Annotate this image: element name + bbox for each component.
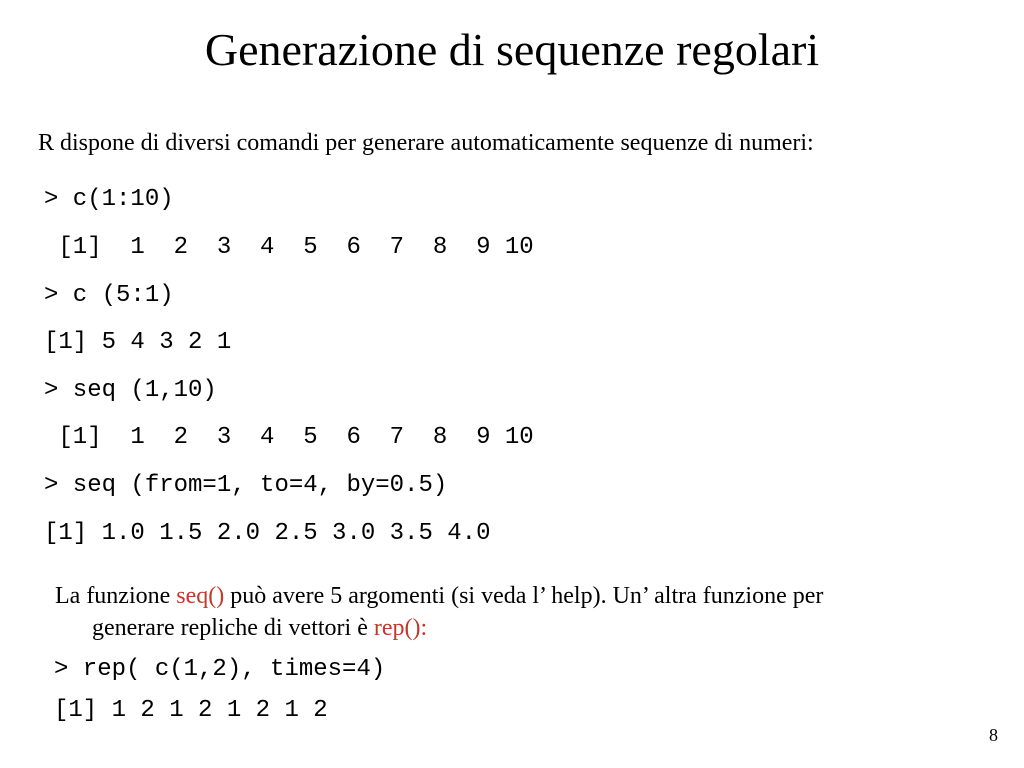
note-text: generare repliche di vettori è [92, 615, 374, 641]
code-line: > rep( c(1,2), times=4) [54, 656, 386, 683]
code-line: > seq (from=1, to=4, by=0.5) [44, 472, 448, 499]
note-line-2 [55, 612, 985, 644]
code-output-line: [1] 1 2 3 4 5 6 7 8 9 10 [44, 234, 534, 261]
rep-function-name: rep(): [373, 615, 428, 641]
code-output-line: [1] 1 2 3 4 5 6 7 8 9 10 [44, 424, 534, 451]
page-number: 8 [989, 725, 998, 745]
note-text: La funzione [55, 583, 177, 609]
code-line: > seq (1,10) [44, 377, 217, 404]
note-text: può avere 5 argomenti (si veda l’ help). Un’ altra funzione per [224, 583, 824, 609]
slide-title: Generazione di sequenze regolari [204, 24, 820, 75]
code-line: > c (5:1) [44, 282, 174, 309]
code-line: > c(1:10) [44, 186, 174, 213]
code-output-line: [1] 1 2 1 2 1 2 1 2 [54, 697, 328, 724]
intro-text: R dispone di diversi comandi per generare automaticamente sequenze di numeri: [38, 130, 814, 156]
note-paragraph [55, 580, 985, 644]
seq-function-name: seq() [176, 583, 225, 609]
code-output-line: [1] 5 4 3 2 1 [44, 329, 232, 356]
code-output-line: [1] 1.0 1.5 2.0 2.5 3.0 3.5 4.0 [44, 520, 491, 547]
